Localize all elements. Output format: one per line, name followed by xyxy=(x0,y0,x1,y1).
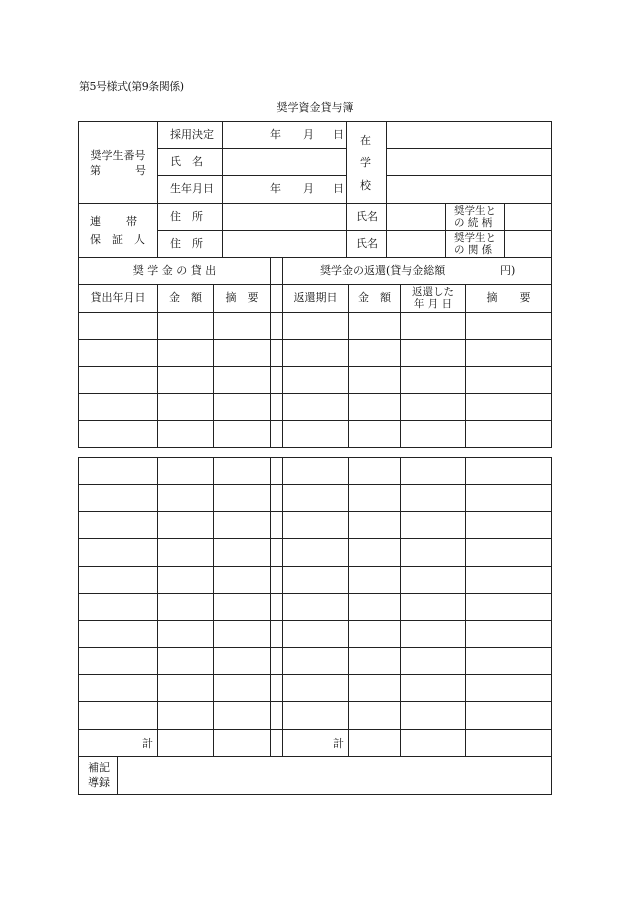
birth-day: 日 xyxy=(333,182,344,195)
school-label-2: 学 xyxy=(360,156,371,169)
repay-col-amount: 金 額 xyxy=(358,291,391,304)
notes-label-2: 導録 xyxy=(88,776,110,789)
repay-col-summary: 摘 要 xyxy=(486,291,531,304)
repay-col-paid-2: 年 月 日 xyxy=(413,298,453,310)
guarantor-address-label-2: 住 所 xyxy=(170,237,203,250)
relation-label-1: 奨学生と xyxy=(454,205,496,217)
guarantor-label-2: 保 証 人 xyxy=(90,233,145,246)
guarantor-name-label-1: 氏名 xyxy=(356,210,378,223)
loan-header: 奨 学 金 の 貸 出 xyxy=(132,264,217,277)
adoption-year: 年 xyxy=(270,128,281,141)
loan-col-summary: 摘 要 xyxy=(225,291,259,304)
repay-header: 奨学金の返還(貸与金総額 xyxy=(320,264,446,277)
notes-label-1: 補記 xyxy=(88,761,110,774)
student-number-go: 号 xyxy=(135,164,146,177)
adoption-label: 採用決定 xyxy=(170,128,214,141)
loan-col-date: 貸出年月日 xyxy=(90,291,146,304)
form-id: 第5号様式(第9条関係) xyxy=(79,80,184,93)
student-name-label: 氏 名 xyxy=(170,155,203,168)
repay-header-unit: 円) xyxy=(500,264,516,277)
guarantor-address-label-1: 住 所 xyxy=(170,210,203,223)
school-label-3: 校 xyxy=(360,179,371,192)
student-number-dai: 第 xyxy=(90,164,101,177)
repay-col-due: 返還期日 xyxy=(293,291,338,304)
birth-month: 月 xyxy=(303,182,314,195)
adoption-day: 日 xyxy=(333,128,344,141)
repay-col-paid-1: 返還した xyxy=(412,286,454,298)
birth-label: 生年月日 xyxy=(170,182,214,195)
loan-col-amount: 金 額 xyxy=(169,291,202,304)
relation-label-3: 奨学生と xyxy=(454,232,496,244)
repay-total-label: 計 xyxy=(333,737,344,750)
birth-year: 年 xyxy=(270,182,281,195)
relation-label-4: の 関 係 xyxy=(454,244,493,256)
document-title: 奨学資金貸与簿 xyxy=(276,101,354,114)
loan-total-label: 計 xyxy=(142,737,153,750)
school-label-1: 在 xyxy=(360,134,371,147)
relation-label-2: の 続 柄 xyxy=(454,217,493,229)
student-number-label: 奨学生番号 xyxy=(90,149,146,162)
guarantor-label-1: 連 帯 xyxy=(90,215,138,228)
guarantor-name-label-2: 氏名 xyxy=(356,237,378,250)
adoption-month: 月 xyxy=(303,128,314,141)
